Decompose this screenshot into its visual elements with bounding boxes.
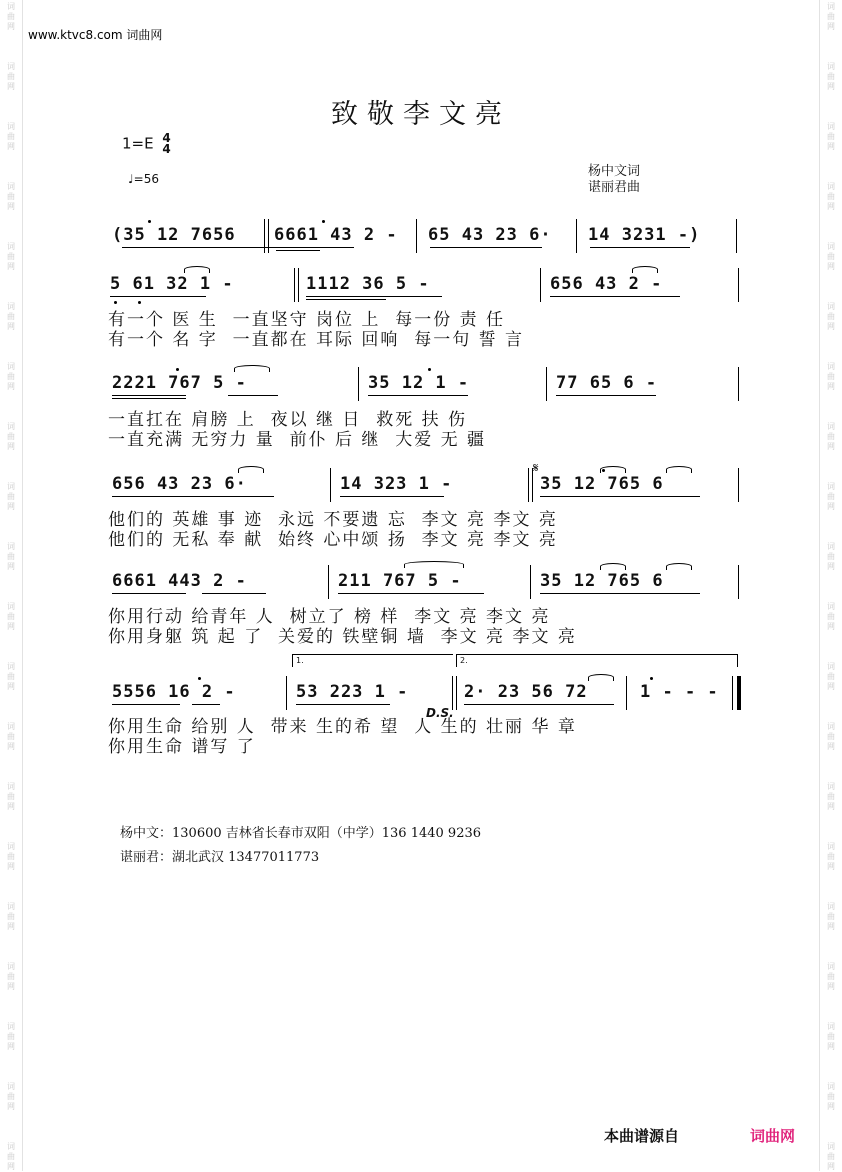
tempo-marking: ♩=56 <box>128 172 159 186</box>
watermark-text: 词 曲 网 <box>827 362 835 391</box>
barline <box>626 676 627 710</box>
watermark-text: 词 曲 网 <box>827 182 835 211</box>
barline <box>738 367 739 401</box>
barline <box>540 268 541 302</box>
contact-lyricist: 杨中文：130600 吉林省长春市双阳（中学）136 1440 9236 <box>120 826 482 841</box>
octave-dot <box>148 220 151 223</box>
watermark-text: 词 曲 网 <box>827 242 835 271</box>
watermark-text: 词 曲 网 <box>7 602 15 631</box>
lyrics-verse-1: 有一个 医 生 一直坚守 岗位 上 每一份 责 任 <box>108 310 506 330</box>
beam-line <box>430 247 542 248</box>
watermark-text: 词 曲 网 <box>7 1022 15 1051</box>
octave-dot <box>198 677 201 680</box>
barline <box>738 565 739 599</box>
first-ending-bracket <box>292 654 453 667</box>
beam-line <box>202 593 266 594</box>
watermark-text: 词 曲 网 <box>7 122 15 151</box>
beam-line <box>340 496 444 497</box>
ds-marking: D.S. <box>426 706 454 720</box>
watermark-text: 词 曲 网 <box>7 1142 15 1171</box>
measure: 53 223 1 - <box>296 682 409 702</box>
repeat-barline <box>452 676 457 710</box>
watermark-text: 词 曲 网 <box>7 902 15 931</box>
watermark-text: 词 曲 网 <box>827 302 835 331</box>
beam-line <box>550 296 680 297</box>
measure: 2221 767 5 - <box>112 373 247 393</box>
watermark-text: 词 曲 网 <box>7 182 15 211</box>
slur <box>238 466 264 473</box>
lyrics-verse-1: 你用行动 给青年 人 树立了 榜 样 李文 亮 李文 亮 <box>108 607 551 627</box>
measure: 6661 443 2 - <box>112 571 247 591</box>
octave-dot <box>602 469 605 472</box>
slur <box>666 466 692 473</box>
watermark-text: 词 曲 网 <box>827 902 835 931</box>
right-margin-strip <box>819 0 842 1171</box>
beam-line <box>556 395 656 396</box>
measure: 1112 36 5 - <box>306 274 430 294</box>
watermark-text: 词 曲 网 <box>827 62 835 91</box>
beam-line <box>306 299 386 300</box>
left-margin-strip <box>0 0 23 1171</box>
watermark-text: 词 曲 网 <box>7 62 15 91</box>
beam-line <box>464 704 614 705</box>
barline <box>738 268 739 302</box>
watermark-text: 词 曲 网 <box>7 962 15 991</box>
watermark-text: 词 曲 网 <box>7 722 15 751</box>
beam-line <box>192 704 220 705</box>
beam-line <box>540 593 700 594</box>
key-label: 1=E <box>122 134 154 153</box>
watermark-text: 词 曲 网 <box>7 842 15 871</box>
segno-sign: 𝄋 <box>533 461 539 476</box>
lyrics-verse-2: 他们的 无私 奉 献 始终 心中颂 扬 李文 亮 李文 亮 <box>108 530 558 550</box>
beam-line <box>112 398 186 399</box>
slur <box>404 561 464 568</box>
score-line-6 <box>110 682 740 712</box>
measure: 65 43 23 6· <box>428 225 552 245</box>
barline <box>286 676 287 710</box>
beam-line <box>306 296 442 297</box>
beam-line <box>276 247 354 248</box>
low-octave-dot <box>138 301 141 304</box>
site-header[interactable]: www.ktvc8.com 词曲网 <box>28 28 163 42</box>
barline <box>546 367 547 401</box>
watermark-text: 词 曲 网 <box>7 242 15 271</box>
lyrics-verse-2: 你用身躯 筑 起 了 关爱的 铁壁铜 墙 李文 亮 李文 亮 <box>108 627 577 647</box>
repeat-barline <box>528 468 533 502</box>
beam-line <box>540 496 700 497</box>
watermark-text: 词 曲 网 <box>7 542 15 571</box>
watermark-text: 词 曲 网 <box>827 542 835 571</box>
key-signature <box>122 133 171 155</box>
watermark-text: 词 曲 网 <box>827 962 835 991</box>
beam-line <box>112 496 274 497</box>
barline <box>328 565 329 599</box>
slur <box>234 365 270 372</box>
barline <box>738 468 739 502</box>
slur <box>666 563 692 570</box>
slur <box>184 266 210 273</box>
watermark-text: 词 曲 网 <box>7 422 15 451</box>
measure: 77 65 6 - <box>556 373 658 393</box>
beam-line <box>296 704 390 705</box>
measure: 656 43 23 6· <box>112 474 247 494</box>
octave-dot <box>428 368 431 371</box>
lyrics-verse-2: 一直充满 无穷力 量 前仆 后 继 大爱 无 疆 <box>108 430 487 450</box>
watermark-text: 词 曲 网 <box>827 1142 835 1171</box>
beam-line <box>338 593 484 594</box>
volta-label: 2. <box>460 656 468 665</box>
lyricist-credit: 杨中文词 <box>588 164 641 179</box>
octave-dot <box>322 220 325 223</box>
measure: (35 12 7656 <box>112 225 236 245</box>
source-label: 本曲谱源自 <box>604 1127 680 1145</box>
slur <box>600 563 626 570</box>
low-octave-dot <box>114 301 117 304</box>
second-ending-bracket <box>456 654 738 667</box>
score-line-5 <box>110 571 740 601</box>
watermark-text: 词 曲 网 <box>7 362 15 391</box>
measure: 35 12 765 6 <box>540 571 664 591</box>
watermark-text: 词 曲 网 <box>7 662 15 691</box>
watermark-text: 词 曲 网 <box>7 782 15 811</box>
watermark-text: 词 曲 网 <box>827 2 835 31</box>
brand-link[interactable]: 词曲网 <box>750 1127 796 1145</box>
beam-line <box>590 247 690 248</box>
measure: 1 - - - <box>640 682 719 702</box>
time-bottom: 4 <box>162 142 171 156</box>
measure: 14 323 1 - <box>340 474 453 494</box>
slur <box>632 266 658 273</box>
measure: 5556 16 2 - <box>112 682 236 702</box>
watermark-text: 词 曲 网 <box>827 1022 835 1051</box>
watermark-text: 词 曲 网 <box>827 842 835 871</box>
watermark-text: 词 曲 网 <box>827 422 835 451</box>
score-line-1 <box>110 225 740 255</box>
barline <box>530 565 531 599</box>
watermark-text: 词 曲 网 <box>827 782 835 811</box>
credits <box>588 164 640 196</box>
octave-dot <box>650 677 653 680</box>
barline <box>416 219 417 253</box>
measure: 656 43 2 - <box>550 274 663 294</box>
watermark-text: 词 曲 网 <box>7 2 15 31</box>
measure: 5 61 32 1 - <box>110 274 234 294</box>
beam-line <box>276 250 320 251</box>
watermark-text: 词 曲 网 <box>7 302 15 331</box>
lyrics-verse-1: 你用生命 给别 人 带来 生的希 望 人 生的 壮丽 华 章 <box>108 717 577 737</box>
measure: 35 12 1 - <box>368 373 470 393</box>
barline <box>576 219 577 253</box>
watermark-text: 词 曲 网 <box>827 722 835 751</box>
score-line-3 <box>110 373 740 403</box>
beam-line <box>122 247 282 248</box>
watermark-text: 词 曲 网 <box>7 482 15 511</box>
measure: 2· 23 56 72 <box>464 682 588 702</box>
measure: 14 3231 -) <box>588 225 701 245</box>
slur <box>588 674 614 681</box>
final-barline <box>732 676 741 710</box>
composer-credit: 谌丽君曲 <box>588 180 641 195</box>
beam-line <box>110 296 206 297</box>
volta-label: 1. <box>296 656 304 665</box>
lyrics-verse-2: 你用生命 谱写 了 <box>108 737 256 757</box>
barline <box>294 268 299 302</box>
measure: 6661 43 2 - <box>274 225 398 245</box>
beam-line <box>112 395 186 396</box>
measure: 211 767 5 - <box>338 571 462 591</box>
song-title: 致敬李文亮 <box>331 99 511 130</box>
time-top: 4 <box>162 131 171 145</box>
barline <box>330 468 331 502</box>
lyrics-verse-2: 有一个 名 字 一直都在 耳际 回响 每一句 誓 言 <box>108 330 525 350</box>
beam-line <box>368 395 468 396</box>
beam-line <box>228 395 278 396</box>
lyrics-verse-1: 一直扛在 肩膀 上 夜以 继 日 救死 扶 伤 <box>108 410 468 430</box>
contact-composer: 谌丽君：湖北武汉 13477011773 <box>120 850 320 865</box>
watermark-text: 词 曲 网 <box>7 1082 15 1111</box>
barline <box>358 367 359 401</box>
beam-line <box>112 704 180 705</box>
lyrics-verse-1: 他们的 英雄 事 迹 永远 不要遗 忘 李文 亮 李文 亮 <box>108 510 558 530</box>
score-line-4 <box>110 474 740 504</box>
watermark-text: 词 曲 网 <box>827 482 835 511</box>
time-signature <box>162 133 170 155</box>
octave-dot <box>176 368 179 371</box>
measure: 35 12 765 6 <box>540 474 664 494</box>
watermark-text: 词 曲 网 <box>827 1082 835 1111</box>
watermark-text: 词 曲 网 <box>827 122 835 151</box>
barline <box>736 219 737 253</box>
score-line-2 <box>110 274 740 304</box>
watermark-text: 词 曲 网 <box>827 662 835 691</box>
beam-line <box>112 593 186 594</box>
watermark-text: 词 曲 网 <box>827 602 835 631</box>
